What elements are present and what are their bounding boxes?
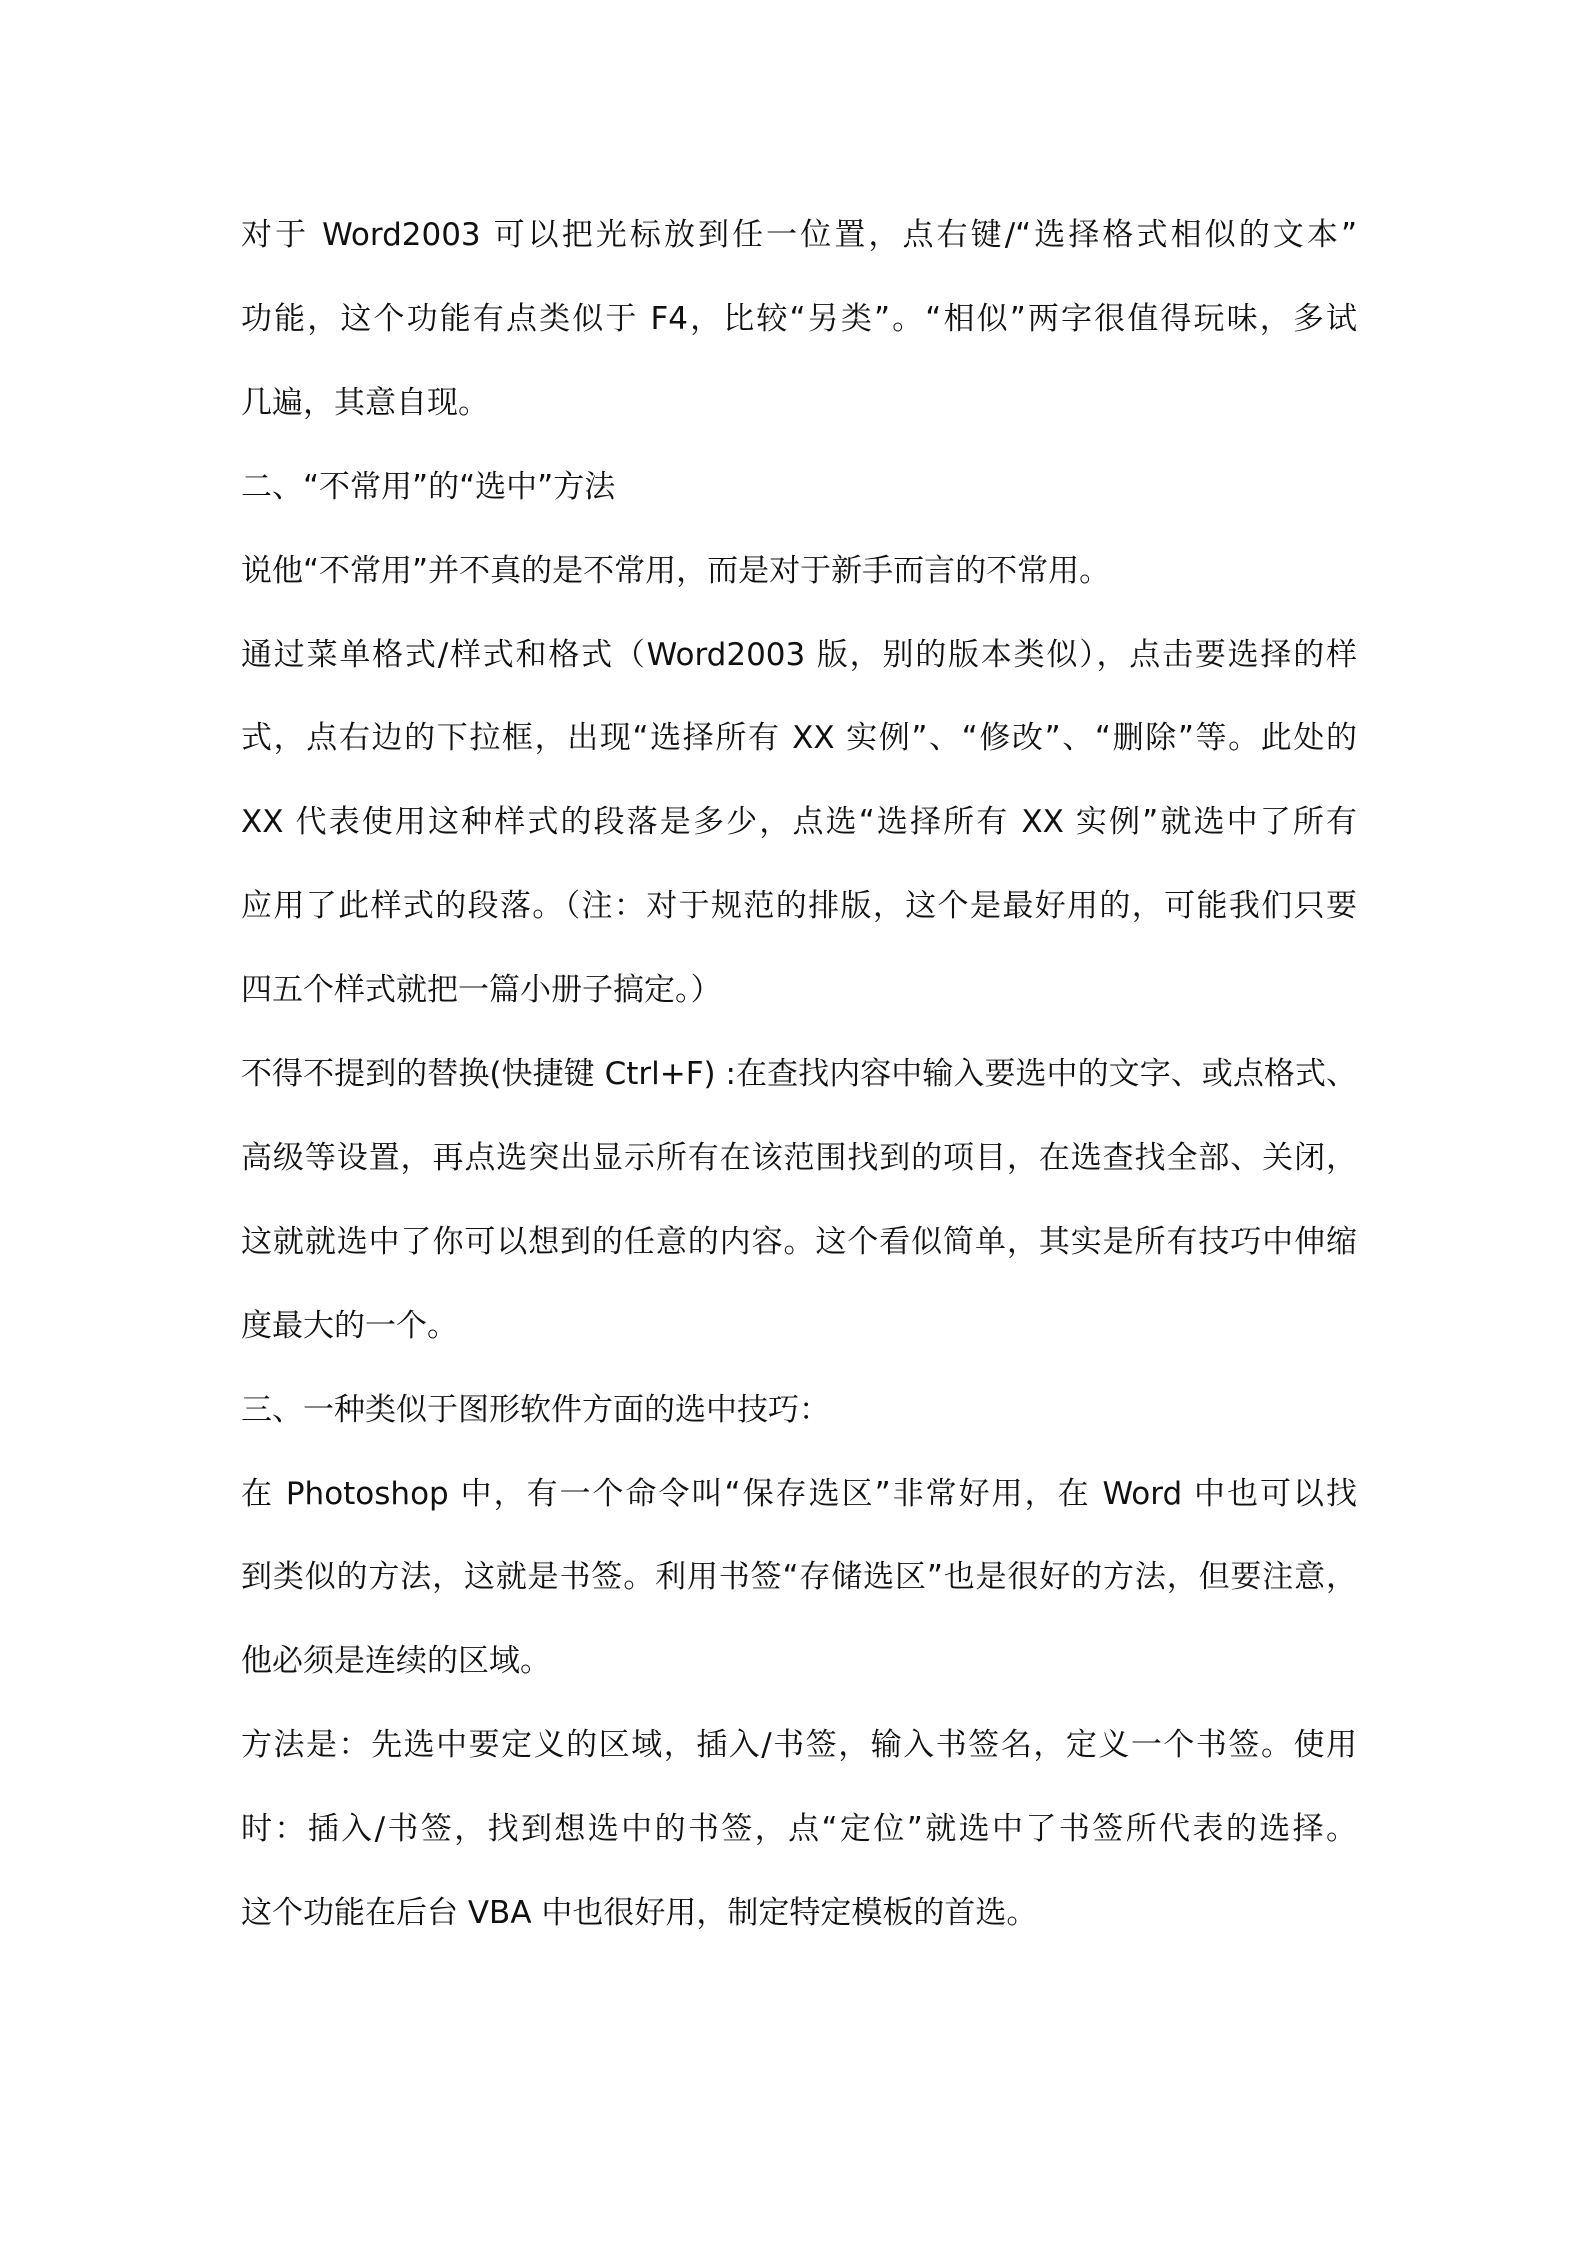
text-line: 这个功能在后台 VBA 中也很好用，制定特定模板的首选。 <box>241 1895 1038 1931</box>
text-line: 这就就选中了你可以想到的任意的内容。这个看似简单，其实是所有技巧中伸缩 <box>241 1223 1357 1260</box>
text-line: 在 Photoshop 中，有一个命令叫“保存选区”非常好用，在 Word 中也可以找 <box>241 1475 1357 1512</box>
text-line: 三、一种类似于图形软件方面的选中技巧： <box>241 1391 830 1428</box>
text-line: 时：插入/书签，找到想选中的书签，点“定位”就选中了书签所代表的选择。 <box>241 1811 1357 1848</box>
text-line: 式，点右边的下拉框，出现“选择所有 XX 实例”、“修改”、“删除”等。此处的 <box>241 720 1357 757</box>
text-line: 几遍，其意自现。 <box>241 384 489 421</box>
text-line: 到类似的方法，这就是书签。利用书签“存储选区”也是很好的方法，但要注意， <box>241 1559 1357 1596</box>
text-line: 高级等设置，再点选突出显示所有在该范围找到的项目，在选查找全部、关闭， <box>241 1139 1357 1176</box>
text-line: 二、“不常用”的“选中”方法 <box>241 468 616 505</box>
text-line: 通过菜单格式/样式和格式（Word2003 版，别的版本类似），点击要选择的样 <box>241 636 1357 673</box>
text-line: 度最大的一个。 <box>241 1307 458 1344</box>
text-line: 四五个样式就把一篇小册子搞定。） <box>241 972 722 1009</box>
text-line: 他必须是连续的区域。 <box>241 1643 551 1680</box>
text-line: XX 代表使用这种样式的段落是多少，点选“选择所有 XX 实例”就选中了所有 <box>241 804 1357 841</box>
text-line: 对于 Word2003 可以把光标放到任一位置，点右键/“选择格式相似的文本” <box>241 217 1357 253</box>
text-line: 方法是：先选中要定义的区域，插入/书签，输入书签名，定义一个书签。使用 <box>241 1727 1357 1764</box>
text-line: 说他“不常用”并不真的是不常用，而是对于新手而言的不常用。 <box>241 552 1111 589</box>
text-line: 不得不提到的替换(快捷键 Ctrl+F) :在查找内容中输入要选中的文字、或点格式、 <box>241 1056 1357 1092</box>
text-line: 功能，这个功能有点类似于 F4，比较“另类”。“相似”两字很值得玩味，多试 <box>241 300 1357 337</box>
text-line: 应用了此样式的段落。（注：对于规范的排版，这个是最好用的，可能我们只要 <box>241 888 1357 925</box>
